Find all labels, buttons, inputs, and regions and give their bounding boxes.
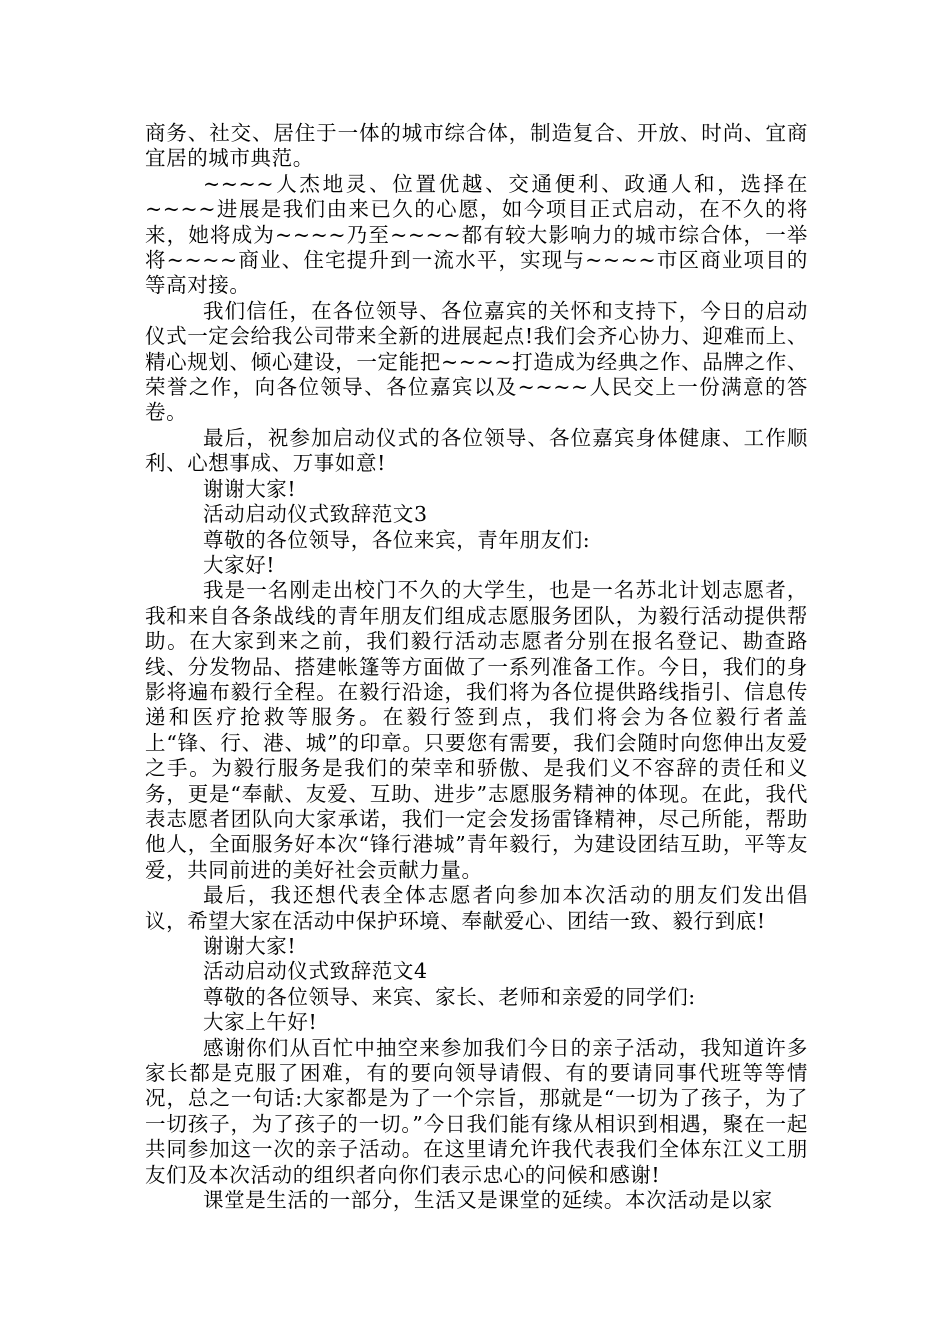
section-heading-4: 活动启动仪式致辞范文4 xyxy=(203,959,428,984)
paragraph-confidence: 我们信任，在各位领导、各位嘉宾的关怀和支持下，今日的启动仪式一定会给我公司带来全新的进展起点!我们会齐心协力、迎难而上、精心规划、倾心建设，一定能把~~~~打造成为经典之作、品牌之作、荣誉之作，向各位领导、各位嘉宾以及~~~~人民交上一份满意的答卷。 xyxy=(145,298,808,425)
section-heading-3: 活动启动仪式致辞范文3 xyxy=(203,502,428,527)
paragraph-classroom-life: 课堂是生活的一部分，生活又是课堂的延续。本次活动是以家 xyxy=(203,1188,773,1213)
salutation: 尊敬的各位领导、来宾、家长、老师和亲爱的同学们: xyxy=(203,984,696,1009)
paragraph-intro-continued: 商务、社交、居住于一体的城市综合体，制造复合、开放、时尚、宜商宜居的城市典范。 xyxy=(145,121,808,171)
document-body xyxy=(145,121,808,1213)
paragraph-volunteer-speech: 我是一名刚走出校门不久的大学生，也是一名苏北计划志愿者，我和来自各条战线的青年朋友们组成志愿服务团队，为毅行活动提供帮助。在大家到来之前，我们毅行活动志愿者分别在报名登记、勘查路线、分发物品、搭建帐篷等方面做了一系列准备工作。今日，我们的身影将遍布毅行全程。在毅行沿途，我们将为各位提供路线指引、信息传递和医疗抢救等服务。在毅行签到点，我们将会为各位毅行者盖上“锋、行、港、城”的印章。只要您有需要，我们会随时向您伸出友爱之手。为毅行服务是我们的荣幸和骄傲、是我们义不容辞的责任和义务，更是“奉献、友爱、互助、进步”志愿服务精神的体现。在此，我代表志愿者团队向大家承诺，我们一定会发扬雷锋精神，尽己所能，帮助他人，全面服务好本次“锋行港城”青年毅行，为建设团结互助，平等友爱，共同前进的美好社会贡献力量。 xyxy=(145,578,808,882)
paragraph-parent-child-thanks: 感谢你们从百忙中抽空来参加我们今日的亲子活动，我知道许多家长都是克服了困难，有的要向领导请假、有的要请同事代班等等情况，总之一句话:大家都是为了一个宗旨，那就是“一切为了孩子，为了一切孩子，为了孩子的一切。”今日我们能有缘从相识到相遇，聚在一起共同参加这一次的亲子活动。在这里请允许我代表我们全体东江义工朋友们及本次活动的组织者向你们表示忠心的问候和感谢! xyxy=(145,1035,808,1187)
greeting: 大家上午好! xyxy=(203,1010,318,1035)
salutation: 尊敬的各位领导，各位来宾，青年朋友们: xyxy=(203,527,591,552)
greeting: 大家好! xyxy=(203,552,276,577)
paragraph-closing-wishes: 最后，祝参加启动仪式的各位领导、各位嘉宾身体健康、工作顺利、心想事成、万事如意! xyxy=(145,425,808,476)
paragraph-thanks: 谢谢大家! xyxy=(203,934,297,958)
paragraph-location-advantages: ~~~~人杰地灵、位置优越、交通便利、政通人和，选择在~~~~进展是我们由来已久的心愿，如今项目正式启动，在不久的将来，她将成为~~~~乃至~~~~都有较大影响力的城市综合体，一举将~~~~商业、住宅提升到一流水平，实现与~~~~市区商业项目的等高对接。 xyxy=(145,171,808,298)
paragraph-thanks: 谢谢大家! xyxy=(203,476,297,501)
paragraph-volunteer-appeal: 最后，我还想代表全体志愿者向参加本次活动的朋友们发出倡议，希望大家在活动中保护环境、奉献爱心、团结一致、毅行到底! xyxy=(145,883,808,933)
